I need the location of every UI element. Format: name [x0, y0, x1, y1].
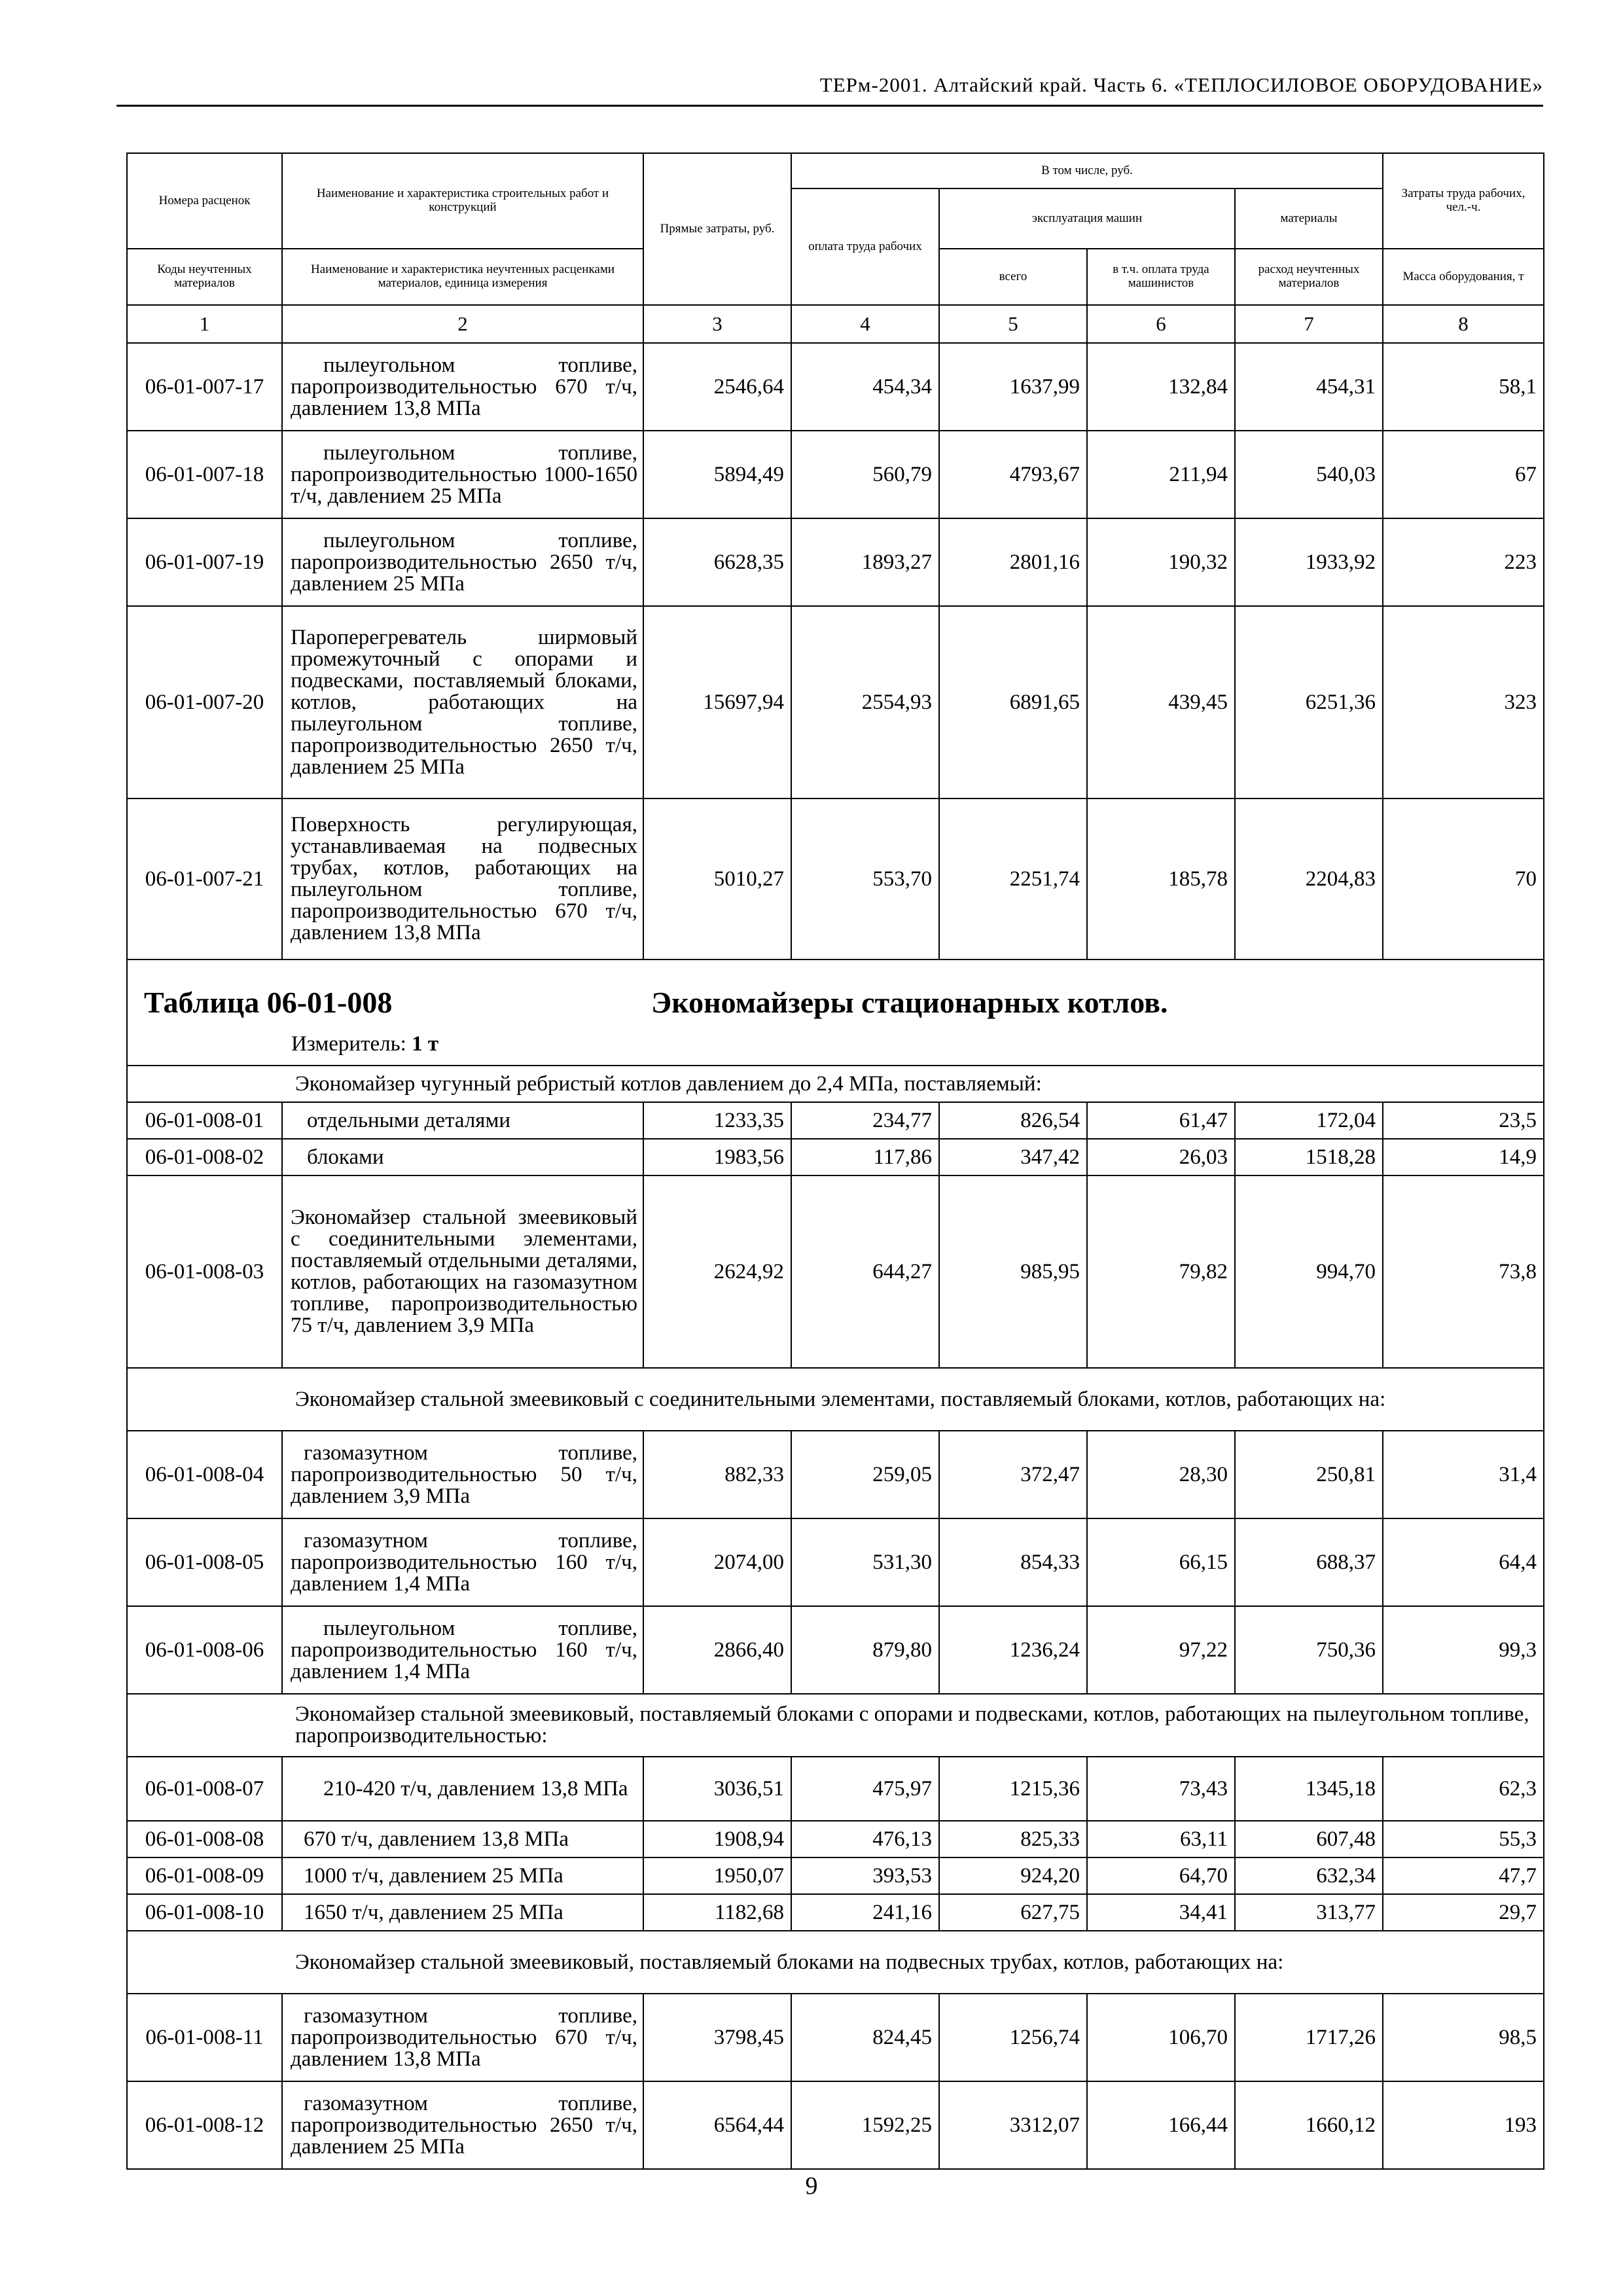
- rate-code: 06-01-007-18: [127, 431, 282, 518]
- machines-total: 1236,24: [939, 1606, 1087, 1694]
- direct-costs: 15697,94: [643, 606, 791, 798]
- machinist-wage: 34,41: [1087, 1894, 1235, 1931]
- worker-wage: 454,34: [791, 343, 939, 431]
- rate-code: 06-01-008-06: [127, 1606, 282, 1694]
- materials: 313,77: [1235, 1894, 1383, 1931]
- materials: 1660,12: [1235, 2081, 1383, 2169]
- materials: 750,36: [1235, 1606, 1383, 1694]
- equipment-mass: 31,4: [1383, 1431, 1544, 1518]
- machines-total: 627,75: [939, 1894, 1087, 1931]
- direct-costs: 6564,44: [643, 2081, 791, 2169]
- rate-code: 06-01-008-10: [127, 1894, 282, 1931]
- machines-total: 372,47: [939, 1431, 1087, 1518]
- section-heading: Экономайзер стальной змеевиковый, поставляемый блоками на подвесных трубах, котлов, работающих на:: [282, 1931, 1544, 1994]
- materials: 1717,26: [1235, 1994, 1383, 2081]
- materials: 454,31: [1235, 343, 1383, 431]
- worker-wage: 241,16: [791, 1894, 939, 1931]
- machinist-wage: 64,70: [1087, 1857, 1235, 1894]
- machinist-wage: 166,44: [1087, 2081, 1235, 2169]
- column-number: 4: [791, 305, 939, 343]
- rate-code: 06-01-007-20: [127, 606, 282, 798]
- column-number: 7: [1235, 305, 1383, 343]
- table-row: [127, 1518, 1544, 1606]
- table-row: [127, 1102, 1544, 1139]
- machines-total: 1215,36: [939, 1757, 1087, 1821]
- table-name: Экономайзеры стационарных котлов.: [651, 986, 1168, 1019]
- rate-code: 06-01-008-12: [127, 2081, 282, 2169]
- equipment-mass: 23,5: [1383, 1102, 1544, 1139]
- machines-total: 6891,65: [939, 606, 1087, 798]
- machines-total: 347,42: [939, 1139, 1087, 1175]
- rate-description: пылеугольном топливе, паропроизводительностью 160 т/ч, давлением 1,4 МПа: [282, 1606, 643, 1694]
- rate-description: газомазутном топливе, паропроизводительностью 670 т/ч, давлением 13,8 МПа: [282, 1994, 643, 2081]
- machines-total: 2251,74: [939, 798, 1087, 960]
- header-wage: оплата труда рабочих: [791, 188, 939, 305]
- equipment-mass: 193: [1383, 2081, 1544, 2169]
- section-heading: Экономайзер чугунный ребристый котлов давлением до 2,4 МПа, поставляемый:: [282, 1066, 1544, 1102]
- rate-code: 06-01-007-17: [127, 343, 282, 431]
- equipment-mass: 29,7: [1383, 1894, 1544, 1931]
- machines-total: 2801,16: [939, 518, 1087, 606]
- equipment-mass: 70: [1383, 798, 1544, 960]
- section-spacer: [127, 1368, 282, 1431]
- rate-description: 1650 т/ч, давлением 25 МПа: [282, 1894, 643, 1931]
- table-row: [127, 1857, 1544, 1894]
- machinist-wage: 63,11: [1087, 1821, 1235, 1857]
- direct-costs: 6628,35: [643, 518, 791, 606]
- column-number: 8: [1383, 305, 1544, 343]
- worker-wage: 259,05: [791, 1431, 939, 1518]
- machinist-wage: 106,70: [1087, 1994, 1235, 2081]
- worker-wage: 393,53: [791, 1857, 939, 1894]
- machines-total: 4793,67: [939, 431, 1087, 518]
- unit-label: Измеритель:: [291, 1032, 406, 1056]
- rate-description: газомазутном топливе, паропроизводительностью 160 т/ч, давлением 1,4 МПа: [282, 1518, 643, 1606]
- materials: 994,70: [1235, 1175, 1383, 1368]
- machines-total: 985,95: [939, 1175, 1087, 1368]
- direct-costs: 3036,51: [643, 1757, 791, 1821]
- section-row: [127, 1694, 1544, 1757]
- worker-wage: 560,79: [791, 431, 939, 518]
- direct-costs: 5010,27: [643, 798, 791, 960]
- rate-code: 06-01-008-03: [127, 1175, 282, 1368]
- header-direct-costs: Прямые затраты, руб.: [643, 153, 791, 305]
- header-incl-group: В том числе, руб.: [791, 153, 1383, 188]
- equipment-mass: 64,4: [1383, 1518, 1544, 1606]
- header-machinist-wage: в т.ч. оплата труда машинистов: [1087, 249, 1235, 305]
- worker-wage: 1893,27: [791, 518, 939, 606]
- table-row: [127, 2081, 1544, 2169]
- machinist-wage: 439,45: [1087, 606, 1235, 798]
- machines-total: 825,33: [939, 1821, 1087, 1857]
- table-row: [127, 1606, 1544, 1694]
- machines-total: 1637,99: [939, 343, 1087, 431]
- machinist-wage: 79,82: [1087, 1175, 1235, 1368]
- machinist-wage: 28,30: [1087, 1431, 1235, 1518]
- materials: 688,37: [1235, 1518, 1383, 1606]
- worker-wage: 644,27: [791, 1175, 939, 1368]
- direct-costs: 5894,49: [643, 431, 791, 518]
- column-number: 5: [939, 305, 1087, 343]
- rate-code: 06-01-008-04: [127, 1431, 282, 1518]
- table-row: [127, 1757, 1544, 1821]
- rate-description: пылеугольном топливе, паропроизводительностью 670 т/ч, давлением 13,8 МПа: [282, 343, 643, 431]
- rate-description: 670 т/ч, давлением 13,8 МПа: [282, 1821, 643, 1857]
- section-spacer: [127, 1694, 282, 1757]
- rate-code: 06-01-008-11: [127, 1994, 282, 2081]
- equipment-mass: 62,3: [1383, 1757, 1544, 1821]
- direct-costs: 2546,64: [643, 343, 791, 431]
- rate-description: Экономайзер стальной змеевиковый с соединительными элементами, поставляемый отдельными деталями, котлов, работающих на газомазутном топливе, паропроизводительностью 75 т/ч, давлением 3,9 МПа: [282, 1175, 643, 1368]
- header-rule: [116, 105, 1543, 107]
- equipment-mass: 14,9: [1383, 1139, 1544, 1175]
- equipment-mass: 99,3: [1383, 1606, 1544, 1694]
- worker-wage: 879,80: [791, 1606, 939, 1694]
- equipment-mass: 223: [1383, 518, 1544, 606]
- worker-wage: 2554,93: [791, 606, 939, 798]
- machines-total: 854,33: [939, 1518, 1087, 1606]
- direct-costs: 2074,00: [643, 1518, 791, 1606]
- table-row: [127, 1994, 1544, 2081]
- rate-code: 06-01-008-07: [127, 1757, 282, 1821]
- materials: 172,04: [1235, 1102, 1383, 1139]
- rate-code: 06-01-008-09: [127, 1857, 282, 1894]
- materials: 632,34: [1235, 1857, 1383, 1894]
- rate-description: газомазутном топливе, паропроизводительностью 50 т/ч, давлением 3,9 МПа: [282, 1431, 643, 1518]
- machines-total: 826,54: [939, 1102, 1087, 1139]
- equipment-mass: 98,5: [1383, 1994, 1544, 2081]
- running-head: ТЕРм-2001. Алтайский край. Часть 6. «ТЕПЛОСИЛОВОЕ ОБОРУДОВАНИЕ»: [819, 73, 1543, 96]
- table-row: [127, 518, 1544, 606]
- table-row: [127, 1175, 1544, 1368]
- direct-costs: 3798,45: [643, 1994, 791, 2081]
- materials: 250,81: [1235, 1431, 1383, 1518]
- rate-description: отдельными деталями: [282, 1102, 643, 1139]
- worker-wage: 553,70: [791, 798, 939, 960]
- equipment-mass: 55,3: [1383, 1821, 1544, 1857]
- materials: 607,48: [1235, 1821, 1383, 1857]
- equipment-mass: 47,7: [1383, 1857, 1544, 1894]
- header-code-bottom: Коды неучтенных материалов: [127, 249, 282, 305]
- rate-code: 06-01-008-01: [127, 1102, 282, 1139]
- column-number: 2: [282, 305, 643, 343]
- rate-code: 06-01-008-05: [127, 1518, 282, 1606]
- rate-description: пылеугольном топливе, паропроизводительностью 1000-1650 т/ч, давлением 25 МПа: [282, 431, 643, 518]
- direct-costs: 1182,68: [643, 1894, 791, 1931]
- table-row: [127, 343, 1544, 431]
- machinist-wage: 132,84: [1087, 343, 1235, 431]
- machinist-wage: 185,78: [1087, 798, 1235, 960]
- rate-description: блоками: [282, 1139, 643, 1175]
- rate-description: 210-420 т/ч, давлением 13,8 МПа: [282, 1757, 643, 1821]
- section-spacer: [127, 1931, 282, 1994]
- header-materials-group: материалы: [1235, 188, 1383, 249]
- column-number: 6: [1087, 305, 1235, 343]
- machines-total: 924,20: [939, 1857, 1087, 1894]
- table-row: [127, 798, 1544, 960]
- table-code: Таблица 06-01-008: [144, 986, 393, 1019]
- worker-wage: 234,77: [791, 1102, 939, 1139]
- materials: 540,03: [1235, 431, 1383, 518]
- worker-wage: 476,13: [791, 1821, 939, 1857]
- column-number: 1: [127, 305, 282, 343]
- worker-wage: 1592,25: [791, 2081, 939, 2169]
- header-mass: Масса оборудования, т: [1383, 249, 1544, 305]
- machines-total: 3312,07: [939, 2081, 1087, 2169]
- section-spacer: [127, 1066, 282, 1102]
- section-row: [127, 1368, 1544, 1431]
- equipment-mass: 323: [1383, 606, 1544, 798]
- machinist-wage: 61,47: [1087, 1102, 1235, 1139]
- table-title-block: [127, 960, 1544, 1066]
- worker-wage: 475,97: [791, 1757, 939, 1821]
- machinist-wage: 97,22: [1087, 1606, 1235, 1694]
- table-row: [127, 606, 1544, 798]
- rate-description: Поверхность регулирующая, устанавливаемая на подвесных трубах, котлов, работающих на пылеугольном топливе, паропроизводительностью 670 т/ч, давлением 13,8 МПа: [282, 798, 643, 960]
- column-number: 3: [643, 305, 791, 343]
- table-row: [127, 1894, 1544, 1931]
- section-row: [127, 1931, 1544, 1994]
- section-heading: Экономайзер стальной змеевиковый, поставляемый блоками с опорами и подвесками, котлов, работающих на пылеугольном топливе, паропроизводительностью:: [282, 1694, 1544, 1757]
- materials: 1933,92: [1235, 518, 1383, 606]
- header-labor: Затраты труда рабочих, чел.-ч.: [1383, 153, 1544, 249]
- direct-costs: 882,33: [643, 1431, 791, 1518]
- machines-total: 1256,74: [939, 1994, 1087, 2081]
- direct-costs: 1908,94: [643, 1821, 791, 1857]
- materials: 6251,36: [1235, 606, 1383, 798]
- header-code-top: Номера расценок: [127, 153, 282, 249]
- machinist-wage: 190,32: [1087, 518, 1235, 606]
- worker-wage: 117,86: [791, 1139, 939, 1175]
- direct-costs: 2866,40: [643, 1606, 791, 1694]
- rate-description: газомазутном топливе, паропроизводительностью 2650 т/ч, давлением 25 МПа: [282, 2081, 643, 2169]
- section-row: [127, 1066, 1544, 1102]
- equipment-mass: 73,8: [1383, 1175, 1544, 1368]
- header-unaccounted-materials: расход неучтенных материалов: [1235, 249, 1383, 305]
- machinist-wage: 66,15: [1087, 1518, 1235, 1606]
- worker-wage: 531,30: [791, 1518, 939, 1606]
- worker-wage: 824,45: [791, 1994, 939, 2081]
- rate-code: 06-01-007-19: [127, 518, 282, 606]
- table-row: [127, 1431, 1544, 1518]
- section-heading: Экономайзер стальной змеевиковый с соединительными элементами, поставляемый блоками, котлов, работающих на:: [282, 1368, 1544, 1431]
- equipment-mass: 67: [1383, 431, 1544, 518]
- rate-code: 06-01-007-21: [127, 798, 282, 960]
- table-row: [127, 1139, 1544, 1175]
- header-machines-total: всего: [939, 249, 1087, 305]
- materials: 2204,83: [1235, 798, 1383, 960]
- table-unit: [291, 1032, 438, 1056]
- rate-description: пылеугольном топливе, паропроизводительностью 2650 т/ч, давлением 25 МПа: [282, 518, 643, 606]
- equipment-mass: 58,1: [1383, 343, 1544, 431]
- direct-costs: 1950,07: [643, 1857, 791, 1894]
- header-row-1: [127, 153, 1544, 188]
- column-number-row: [127, 305, 1544, 343]
- direct-costs: 2624,92: [643, 1175, 791, 1368]
- machinist-wage: 211,94: [1087, 431, 1235, 518]
- header-machines-group: эксплуатация машин: [939, 188, 1235, 249]
- table-row: [127, 1821, 1544, 1857]
- direct-costs: 1983,56: [643, 1139, 791, 1175]
- materials: 1345,18: [1235, 1757, 1383, 1821]
- direct-costs: 1233,35: [643, 1102, 791, 1139]
- table-title-row: [127, 960, 1544, 1066]
- header-name-top: Наименование и характеристика строительных работ и конструкций: [282, 153, 643, 249]
- page-number: 9: [805, 2172, 818, 2200]
- header-name-bottom: Наименование и характеристика неучтенных расценками материалов, единица измерения: [282, 249, 643, 305]
- machinist-wage: 26,03: [1087, 1139, 1235, 1175]
- rate-code: 06-01-008-08: [127, 1821, 282, 1857]
- rate-description: 1000 т/ч, давлением 25 МПа: [282, 1857, 643, 1894]
- price-table: [126, 152, 1544, 2170]
- rate-code: 06-01-008-02: [127, 1139, 282, 1175]
- table-row: [127, 431, 1544, 518]
- machinist-wage: 73,43: [1087, 1757, 1235, 1821]
- materials: 1518,28: [1235, 1139, 1383, 1175]
- unit-value: 1 т: [412, 1032, 439, 1056]
- rate-description: Пароперегреватель ширмовый промежуточный с опорами и подвесками, поставляемый блоками, котлов, работающих на пылеугольном топливе, паропроизводительностью 2650 т/ч, давлением 25 МПа: [282, 606, 643, 798]
